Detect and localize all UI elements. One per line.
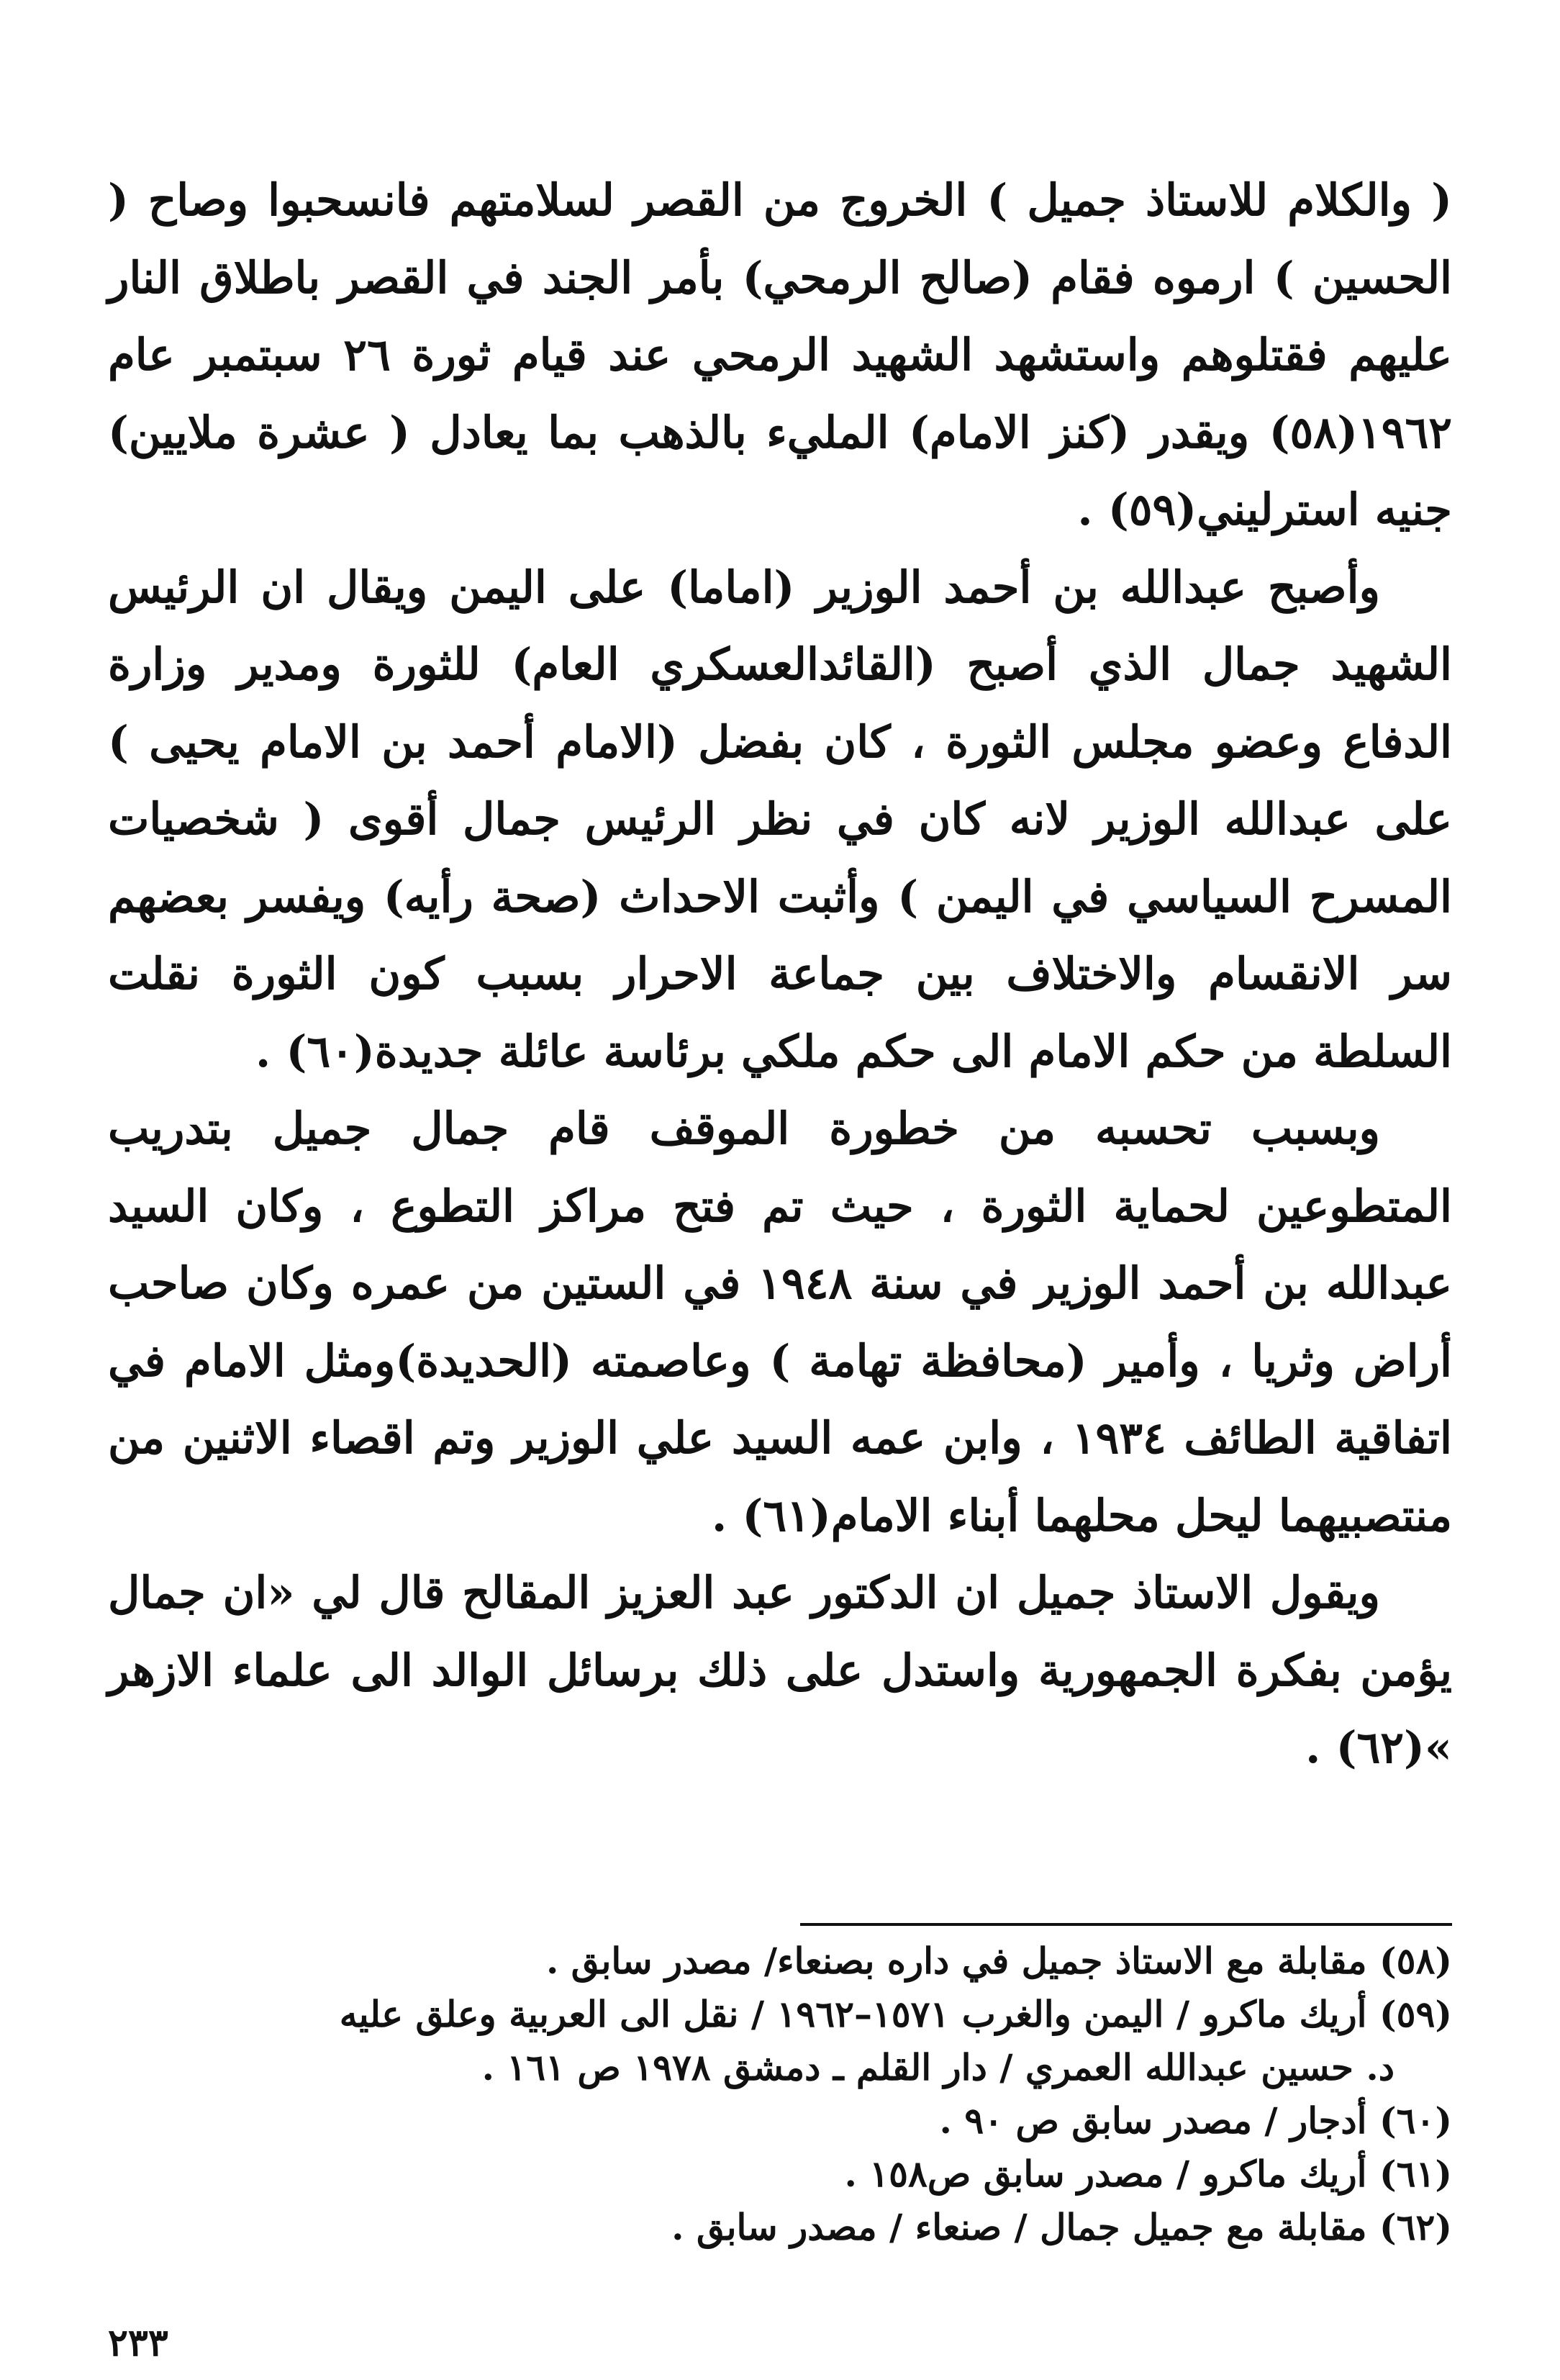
paragraph-3: وبسبب تحسبه من خطورة الموقف قام جمال جميل بتدريب المتطوعين لحماية الثورة ، حيث تم فتح مراكز التطوع ، وكان السيد عبدالله بن أحمد الوزير في سنة ١٩٤٨ في الستين من عمره وكان صاحب أراض وثريا ، وأمير (محافظة تهامة ) وعاصمته (الحديدة)ومثل الامام في اتفاقية الطائف ١٩٣٤ ، وابن عمه السيد علي الوزير وتم اقصاء الاثنين من منتصبيهما ليحل محلهما أبناء الامام(٦١) . [108,1103,1452,1542]
paragraph-1: ( والكلام للاستاذ جميل ) الخروج من القصر لسلامتهم فانسحبوا وصاح ( الحسين ) ارموه فقام (صالح الرمحي) بأمر الجند في القصر باطلاق النار عليهم فقتلوهم واستشهد الشهيد الرمحي عند قيام ثورة ٢٦ سبتمبر عام ١٩٦٢(٥٨) ويقدر (كنز الامام) المليء بالذهب بما يعادل ( عشرة ملايين) جنيه استرليني(٥٩) . [108,175,1452,535]
footnote-58: (٥٨) مقابلة مع الاستاذ جميل في داره بصنعاء/ مصدر سابق . [545,1940,1452,1982]
footnote-60: (٦٠) أدجار / مصدر سابق ص ٩٠ . [939,2099,1452,2142]
paragraph-4: ويقول الاستاذ جميل ان الدكتور عبد العزيز المقالح قال لي «ان جمال يؤمن بفكرة الجمهورية واستدل على ذلك برسائل الوالد الى علماء الازهر »(٦٢) . [108,1567,1452,1773]
footnote-59: (٥٩) أريك ماكرو / اليمن والغرب ١٥٧١–١٩٦٢ / نقل الى العربية وعلق عليه [339,1993,1452,2035]
footnote-59-continuation: د. حسين عبدالله العمري / دار القلم ـ دمشق ١٩٧٨ ص ١٦١ . [481,2046,1395,2089]
paragraph-2: وأصبح عبدالله بن أحمد الوزير (اماما) على اليمن ويقال ان الرئيس الشهيد جمال الذي أصبح (القائدالعسكري العام) للثورة ومدير وزارة الدفاع وعضو مجلس الثورة ، كان بفضل (الامام أحمد بن الامام يحيى ) على عبدالله الوزير لانه كان في نظر الرئيس جمال أقوى ( شخصيات المسرح السياسي في اليمن ) وأثبت الاحداث (صحة رأيه) ويفسر بعضهم سر الانقسام والاختلاف بين جماعة الاحرار بسبب كون الثورة نقلت السلطة من حكم الامام الى حكم ملكي برئاسة عائلة جديدة(٦٠) . [108,561,1452,1077]
page-number: ٢٣٣ [108,2321,168,2365]
footnote-divider [800,1923,1452,1926]
footnote-62: (٦٢) مقابلة مع جميل جمال / صنعاء / مصدر سابق . [671,2206,1452,2248]
footnotes [108,1935,1452,2254]
footnote-61: (٦١) أريك ماكرو / مصدر سابق ص١٥٨ . [844,2153,1452,2195]
body-text [108,162,1452,1787]
